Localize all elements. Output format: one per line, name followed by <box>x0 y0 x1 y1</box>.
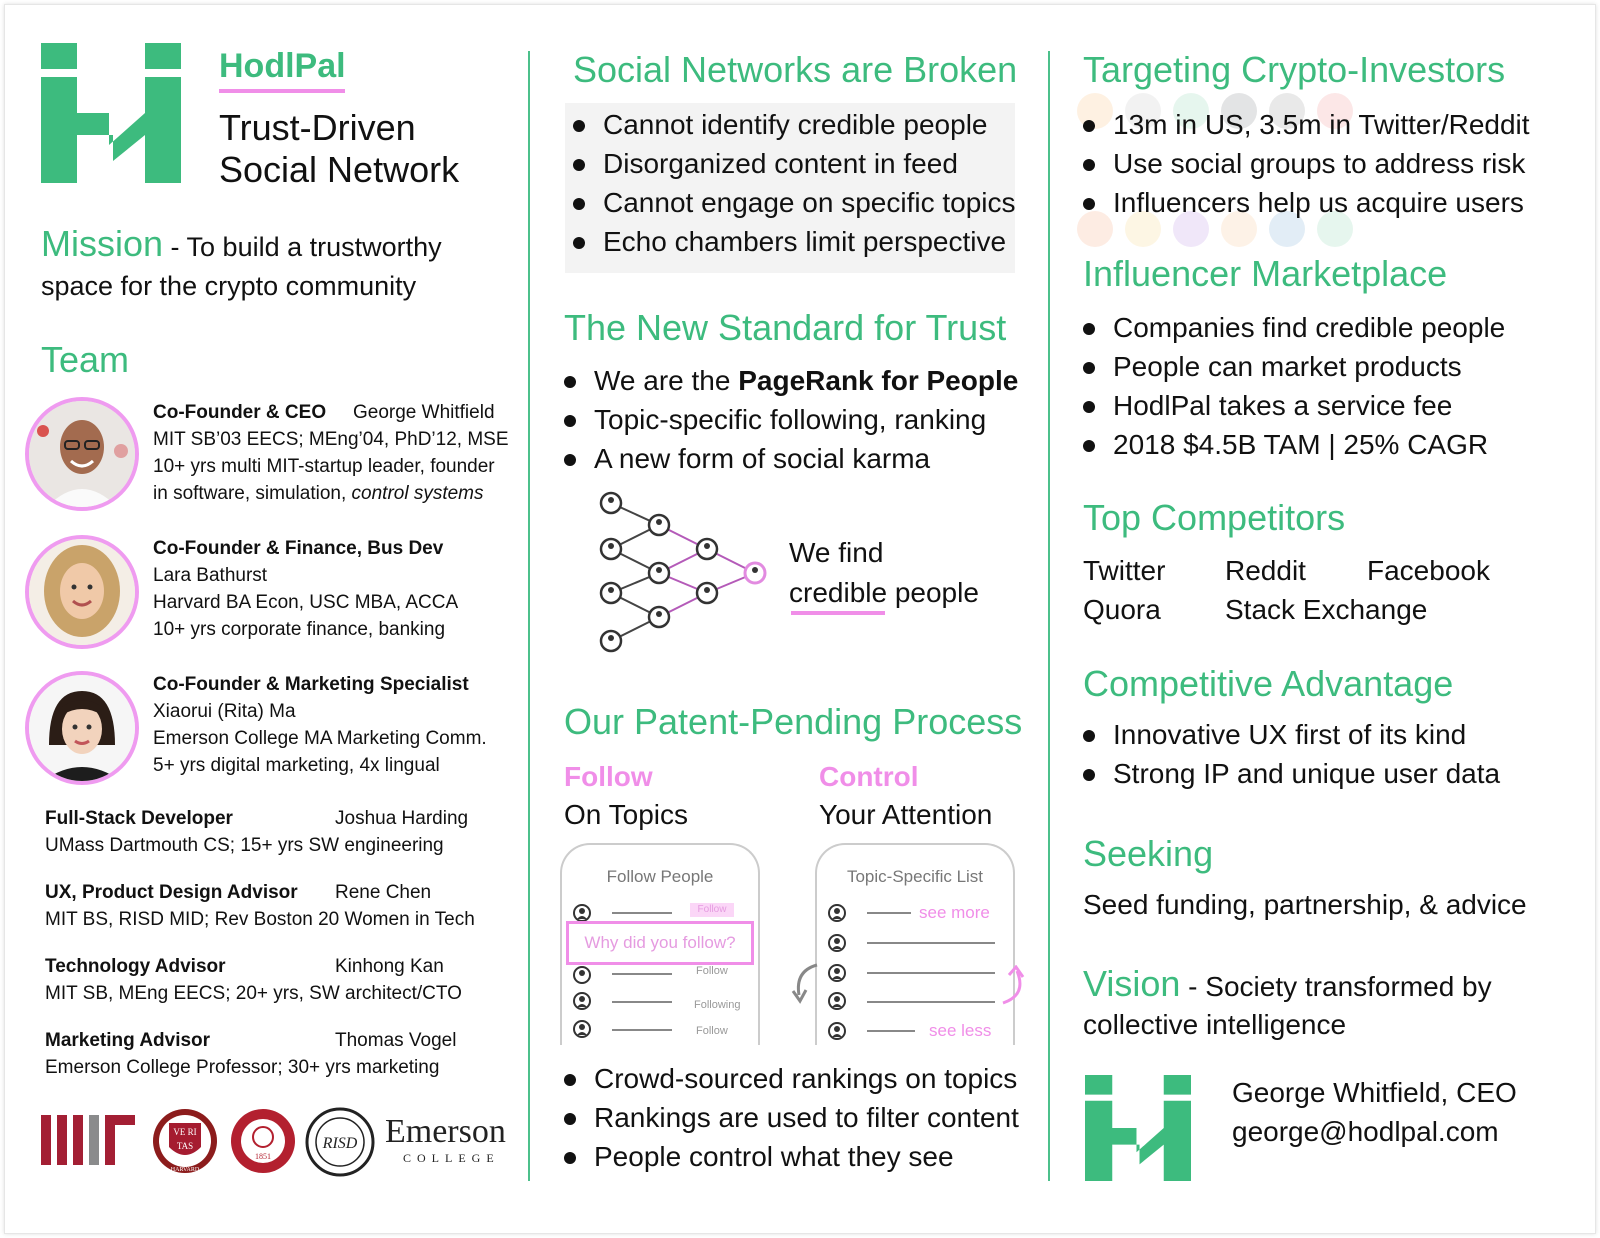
marketplace-heading: Influencer Marketplace <box>1083 253 1448 294</box>
user-icon <box>572 1019 592 1039</box>
advisor-1: Full-Stack Developer Joshua Harding UMass Dartmouth CS; 15+ yrs SW engineering <box>45 808 469 856</box>
svg-text:HARVARD: HARVARD <box>170 1167 200 1173</box>
advisor-4: Marketing Advisor Thomas Vogel Emerson College Professor; 30+ yrs marketing <box>45 1030 457 1078</box>
competitor-facebook: Facebook <box>1367 555 1490 586</box>
broken-item: Echo chambers limit perspective <box>573 222 1016 261</box>
emerson-logo: Emerson <box>385 1113 506 1150</box>
broken-item: Cannot identify credible people <box>573 105 1016 144</box>
user-icon <box>827 991 847 1011</box>
brand-underline <box>219 89 345 93</box>
founder-1: Co-Founder & CEO George Whitfield MIT SB’03 EECS; MEng’04, PhD’12, MSE 10+ yrs multi MIT-startup leader, founder in software, simulation, control systems <box>153 402 509 504</box>
user-icon <box>827 933 847 953</box>
process-item: Crowd-sourced rankings on topics <box>564 1059 1019 1098</box>
contact-name: George Whitfield, CEO <box>1232 1077 1517 1108</box>
find-credible-text: We find credible people <box>789 537 979 608</box>
team-heading: Team <box>41 339 130 380</box>
user-icon <box>827 1021 847 1041</box>
competitors-heading: Top Competitors <box>1083 497 1346 538</box>
svg-text:1851: 1851 <box>255 1152 271 1161</box>
contact-block <box>1232 1073 1517 1151</box>
svg-text:VE RI: VE RI <box>173 1127 197 1137</box>
advantage-list <box>1083 715 1500 793</box>
targeting-heading: Targeting Crypto-Investors <box>1083 49 1506 90</box>
competitor-reddit: Reddit <box>1225 555 1306 586</box>
column-divider-1 <box>528 51 530 1181</box>
reorder-down-arrow-icon <box>791 961 821 1005</box>
process-item: Rankings are used to filter content <box>564 1098 1019 1137</box>
advantage-heading: Competitive Advantage <box>1083 663 1454 704</box>
avatar-rita <box>25 671 139 785</box>
user-icon <box>572 991 592 1011</box>
follow-title: Follow <box>564 761 653 792</box>
network-graph-icon <box>593 489 773 657</box>
follow-button[interactable]: Follow <box>690 903 734 917</box>
mission-heading: Mission <box>41 223 164 264</box>
santa-clara-logo <box>229 1107 297 1175</box>
marketplace-item: HodlPal takes a service fee <box>1083 386 1505 425</box>
avatar-george <box>25 397 139 511</box>
phone-topic-list <box>815 843 1015 1045</box>
control-subtitle: Your Attention <box>819 799 993 830</box>
phone2-title: Topic-Specific List <box>846 867 984 886</box>
competitor-stack-exchange: Stack Exchange <box>1225 594 1428 625</box>
marketplace-item: People can market products <box>1083 347 1505 386</box>
advisor-2: UX, Product Design Advisor Rene Chen MIT BS, RISD MID; Rev Boston 20 Women in Tech <box>45 882 475 930</box>
seeking-text: Seed funding, partnership, & advice <box>1083 889 1527 920</box>
advisor-3: Technology Advisor Kinhong Kan MIT SB, MEng EECS; 20+ yrs, SW architect/CTO <box>45 956 462 1004</box>
brand-name: HodlPal <box>219 47 346 85</box>
phone1-title: Follow People <box>606 867 714 886</box>
user-icon <box>572 965 592 985</box>
targeting-item: Influencers help us acquire users <box>1083 183 1530 222</box>
control-title: Control <box>819 761 919 792</box>
competitor-twitter: Twitter <box>1083 555 1166 586</box>
svg-text:TAS: TAS <box>176 1141 194 1151</box>
broken-item: Disorganized content in feed <box>573 144 1016 183</box>
marketplace-item: 2018 $4.5B TAM | 25% CAGR <box>1083 425 1505 464</box>
risd-logo <box>305 1107 375 1177</box>
why-follow-prompt[interactable]: Why did you follow? <box>566 921 754 965</box>
founder-2: Co-Founder & Finance, Bus Dev Lara Bathurst Harvard BA Econ, USC MBA, ACCA 10+ yrs corporate finance, banking <box>153 538 459 640</box>
process-heading: Our Patent-Pending Process <box>564 701 1023 742</box>
contact-email[interactable]: george@hodlpal.com <box>1232 1116 1499 1147</box>
standard-heading: The New Standard for Trust <box>564 307 1007 348</box>
advantage-item: Strong IP and unique user data <box>1083 754 1500 793</box>
standard-item: Topic-specific following, ranking <box>564 400 1018 439</box>
phone-follow-people: Follow People Follow Why did you follow? Follow Following Follow <box>560 843 760 1045</box>
process-item: People control what they see <box>564 1137 1019 1176</box>
hodlpal-logo-icon-small <box>1085 1075 1191 1181</box>
standard-list <box>564 361 1018 478</box>
seeking-heading: Seeking <box>1083 833 1214 874</box>
column-divider-2 <box>1048 51 1050 1181</box>
vision-block: Vision - Society transformed by collective intelligence <box>1083 963 1492 1040</box>
standard-item: A new form of social karma <box>564 439 1018 478</box>
svg-text:RISD: RISD <box>322 1135 358 1152</box>
marketplace-item: Companies find credible people <box>1083 308 1505 347</box>
advantage-item: Innovative UX first of its kind <box>1083 715 1500 754</box>
see-less-link[interactable]: see less <box>929 1021 992 1040</box>
brand-tagline: Trust-Driven Social Network <box>219 107 460 190</box>
emerson-logo-sub: COLLEGE <box>403 1151 500 1165</box>
see-more-link[interactable]: see more <box>919 903 990 922</box>
avatar-lara <box>25 535 139 649</box>
process-list <box>564 1059 1019 1176</box>
targeting-item: Use social groups to address risk <box>1083 144 1530 183</box>
standard-item: We are the PageRank for People <box>564 361 1018 400</box>
mit-logo <box>41 1115 135 1165</box>
user-icon <box>827 963 847 983</box>
broken-list <box>573 105 1016 261</box>
hodlpal-logo-icon <box>41 43 181 183</box>
targeting-item: 13m in US, 3.5m in Twitter/Reddit <box>1083 105 1530 144</box>
targeting-list <box>1083 105 1530 222</box>
broken-item: Cannot engage on specific topics <box>573 183 1016 222</box>
founder-3: Co-Founder & Marketing Specialist Xiaorui (Rita) Ma Emerson College MA Marketing Comm. 5+ yrs digital marketing, 4x lingual <box>153 674 487 776</box>
find-underline <box>791 611 885 615</box>
competitor-quora: Quora <box>1083 594 1161 625</box>
follow-subtitle: On Topics <box>564 799 688 830</box>
broken-heading: Social Networks are Broken <box>573 49 1018 90</box>
mission-block: Mission - To build a trustworthy space for the crypto community <box>41 223 442 301</box>
harvard-logo <box>151 1107 219 1175</box>
marketplace-list <box>1083 308 1505 464</box>
user-icon <box>572 903 592 923</box>
vision-heading: Vision <box>1083 963 1181 1004</box>
reorder-up-arrow-icon <box>999 965 1029 1007</box>
one-pager <box>4 4 1596 1234</box>
user-icon <box>827 903 847 923</box>
